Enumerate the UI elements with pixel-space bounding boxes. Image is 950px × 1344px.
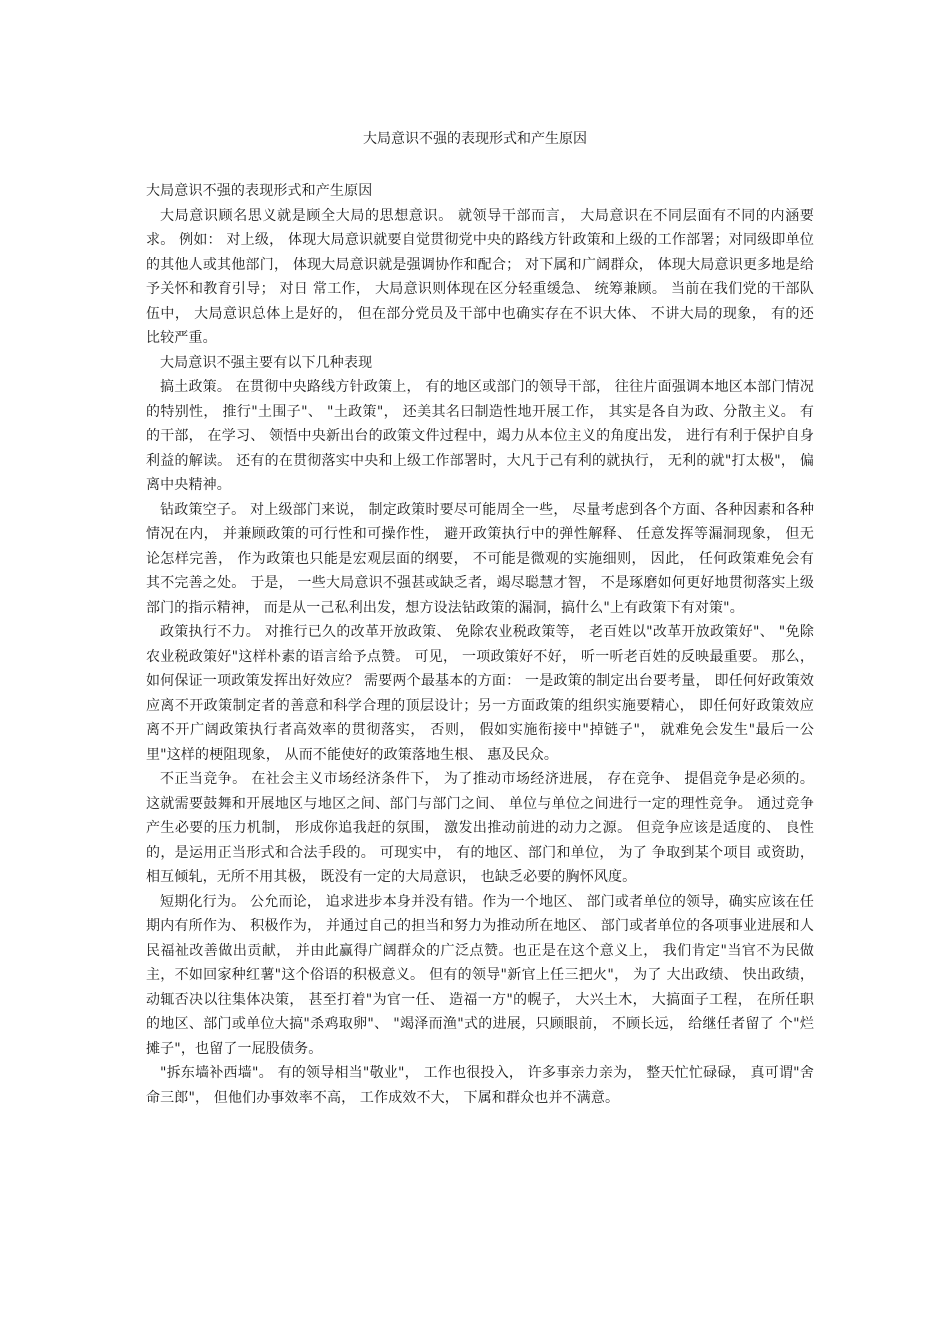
paragraph: 短期化行为。 公允而论， 追求进步本身并没有错。作为一个地区、 部门或者单位的领导，确实应该在任期内有所作为、 积极作为， 并通过自己的担当和努力为推动所在地区、 部门或者单位的各项事业进展和人民福祉改善做出贡献， 并由此赢得广阔群众的广泛点赞。也正是在这个意义上， 我们肯定"当官不为民做主，不如回家种红薯"这个俗语的积极意义。 但有的领导"新官上任三把火"， 为了 大出政绩、 快出政绩， 动辄否决以往集体决策， 甚至打着"为官一任、 造福一方"的幌子， 大兴土木， 大搞面子工程， 在所任职的地区、部门或单位大搞"杀鸡取卵"、 "竭泽而渔"式的进展，只顾眼前， 不顾长远， 给继任者留了 个"烂摊子"，也留了一屁股债务。 xyxy=(146,893,814,1057)
paragraph: 不正当竞争。 在社会主义市场经济条件下， 为了推动市场经济进展， 存在竞争、 提倡竞争是必须的。这就需要鼓舞和开展地区与地区之间、部门与部门之间、 单位与单位之间进行一定的理性竞争。 通过竞争产生必要的压力机制， 形成你追我赶的氛围， 激发出推动前进的动力之源。 但竞争应该是适度的、 良性的，是运用正当形式和合法手段的。 可现实中， 有的地区、部门和单位， 为了 争取到某个项目 或资助， 相互倾轧，无所不用其极， 既没有一定的大局意识， 也缺乏必要的胸怀风度。 xyxy=(146,771,814,885)
paragraph: 搞土政策。 在贯彻中央路线方针政策上， 有的地区或部门的领导干部， 往往片面强调本地区本部门情况的特别性， 推行"土围子"、 "土政策"， 还美其名曰制造性地开展工作， 其实是各自为政、分散主义。 有的干部， 在学习、 领悟中央新出台的政策文件过程中，竭力从本位主义的角度出发， 进行有利于保护自身利益的解读。 还有的在贯彻落实中央和上级工作部署时，大凡于己有利的就执行， 无利的就"打太极"， 偏离中央精神。 xyxy=(146,379,814,493)
page-title: 大局意识不强的表现形式和产生原因 xyxy=(363,131,587,147)
paragraph: "拆东墙补西墙"。 有的领导相当"敬业"， 工作也很投入， 许多事亲力亲为， 整天忙忙碌碌， 真可谓"舍命三郎"， 但他们办事效率不高， 工作成效不大， 下属和群众也并不满意。 xyxy=(146,1065,814,1106)
paragraph-subheading: 大局意识不强主要有以下几种表现 xyxy=(160,354,373,371)
paragraph: 钻政策空子。 对上级部门来说， 制定政策时要尽可能周全一些， 尽量考虑到各个方面、各种因素和各种情况在内， 并兼顾政策的可行性和可操作性， 避开政策执行中的弹性解释、 任意发挥等漏洞现象， 但无论怎样完善， 作为政策也只能是宏观层面的纲要， 不可能是微观的实施细则， 因此， 任何政策难免会有其不完善之处。 于是， 一些大局意识不强甚或缺乏者，竭尽聪慧才智， 不是琢磨如何更好地贯彻落实上级部门的指示精神， 而是从一己私利出发，想方设法钻政策的漏洞，搞什么"上有政策下有对策"。 xyxy=(146,501,814,616)
paragraph: 政策执行不力。 对推行已久的改革开放政策、 免除农业税政策等， 老百姓以"改革开放政策好"、 "免除农业税政策好"这样朴素的语言给予点赞。 可见， 一项政策好不好， 听一听老百姓的反映最重要。 那么， 如何保证一项政策发挥出好效应？ 需要两个最基本的方面： 一是政策的制定出台要考量， 即任何好政策效应离不开政策制定者的善意和科学合理的顶层设计；另一方面政策的组织实施要精心， 即任何好政策效应离不开广阔政策执行者高效率的贯彻落实， 否则， 假如实施衔接中"掉链子"， 就难免会发生"最后一公里"这样的梗阻现象， 从而不能使好的政策落地生根、 惠及民众。 xyxy=(146,624,814,763)
paragraph-heading: 大局意识不强的表现形式和产生原因 xyxy=(146,183,373,199)
document-body xyxy=(146,179,814,1110)
paragraph: 大局意识顾名思义就是顾全大局的思想意识。 就领导干部而言， 大局意识在不同层面有不同的内涵要求。 例如： 对上级， 体现大局意识就要自觉贯彻党中央的路线方针政策和上级的工作部署；对同级即单位的其他人或其他部门， 体现大局意识就是强调协作和配合； 对下属和广阔群众， 体现大局意识更多地是给予关怀和教育引导； 对日 常工作， 大局意识则体现在区分轻重缓急、 统筹兼顾。 当前在我们党的干部队伍中， 大局意识总体上是好的， 但在部分党员及干部中也确实存在不识大体、 不讲大局的现象， 有的还比较严重。 xyxy=(146,207,814,346)
